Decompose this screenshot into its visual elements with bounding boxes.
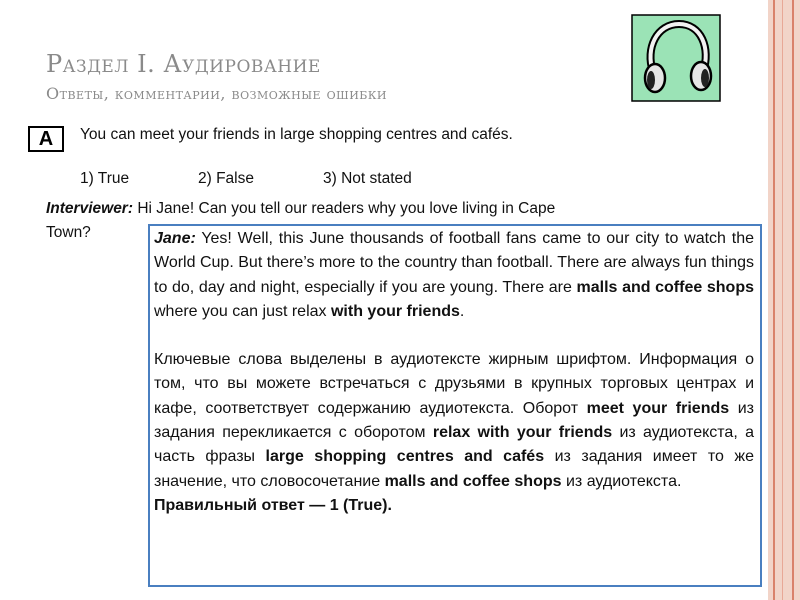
decorative-line (792, 0, 794, 600)
interviewer-label: Interviewer: (46, 200, 134, 217)
keyword: meet your friends (586, 399, 730, 417)
comment-text: Ключевые слова выделены в аудиотексте жирным шрифтом. Информация о том, что вы можете встречаться с друзьями в крупных торговых центрах и кафе, соответствует содержанию аудиотекста. Оборот (154, 351, 754, 417)
answer-text (154, 227, 754, 518)
comment-text: из аудиотекста. (565, 472, 682, 490)
comment-text: из задания имеет то же значение, что словосочетание (154, 448, 754, 490)
correct-answer: Правильный ответ — 1 (True). (154, 496, 392, 514)
decorative-line (773, 0, 775, 600)
keyword: malls and coffee shops (384, 472, 562, 490)
jane-label: Jane: (154, 230, 196, 247)
jane-paragraph (154, 227, 754, 324)
option-not-stated: 3) Not stated (323, 170, 412, 187)
keyword: large shopping centres and cafés (265, 448, 545, 466)
comment-paragraph (154, 348, 754, 494)
keyword: malls and coffee shops (576, 278, 754, 296)
task-badge: A (28, 126, 64, 152)
jane-text: . (459, 302, 465, 320)
answer-options (80, 170, 520, 192)
option-false: 2) False (198, 170, 254, 187)
interviewer-text: Hi Jane! Can you tell our readers why you love living in Cape Town? (46, 200, 556, 241)
jane-text: Yes! Well, this June thousands of football fans came to our city to watch the World Cup. But there’s more to the country than football. There are always fun things to do, day and night, especially if you are young. There are (154, 230, 755, 296)
jane-text: where you can just relax (154, 302, 327, 320)
decorative-line (782, 0, 783, 600)
keyword: relax with your friends (432, 424, 613, 442)
page-title: Раздел I. Аудирование (46, 50, 321, 78)
comment-text: из задания перекликается с оборотом (154, 399, 755, 442)
option-true: 1) True (80, 170, 130, 187)
comment-text: из аудиотекста, а часть фразы (154, 424, 754, 466)
task-question: You can meet your friends in large shopping centres and cafés. (80, 126, 513, 143)
headphones-icon (631, 14, 721, 102)
keyword: with your friends (330, 302, 460, 320)
page-subtitle: Ответы, комментарии, возможные ошибки (46, 84, 387, 103)
